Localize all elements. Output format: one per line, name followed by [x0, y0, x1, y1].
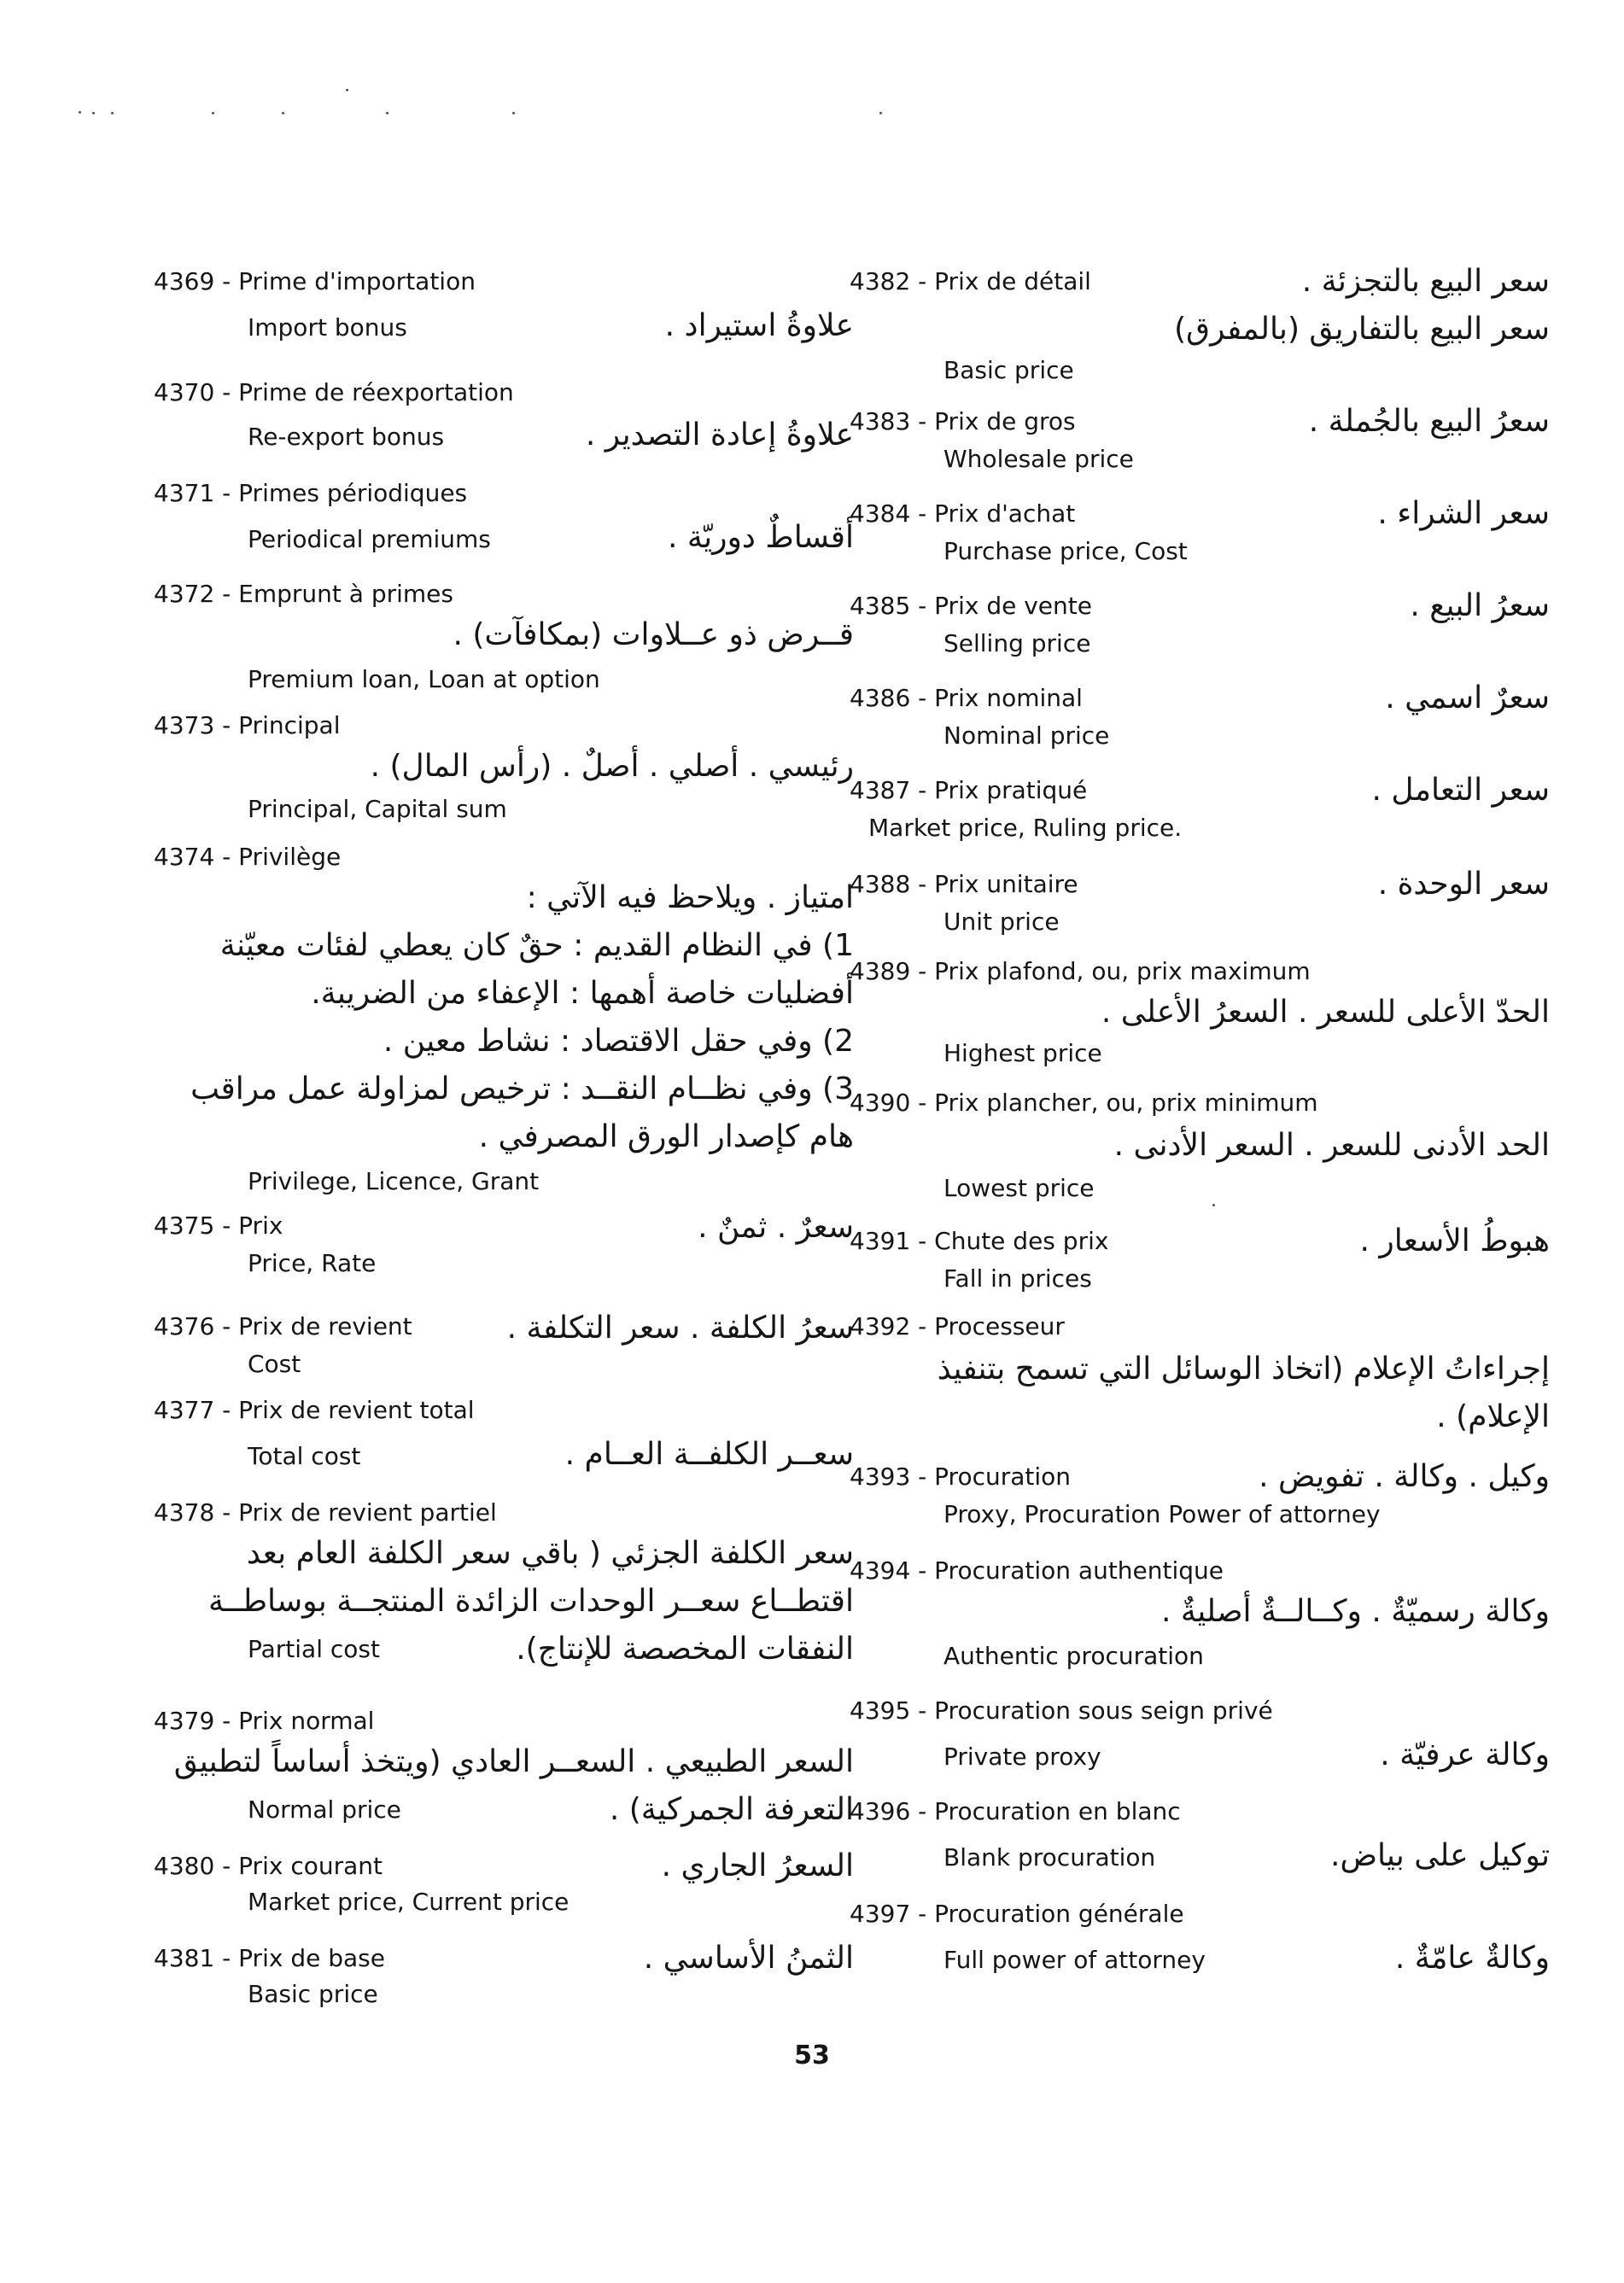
entry-translation: Market price, Ruling price. [868, 814, 1183, 842]
entry-translation: Nominal price [943, 721, 1110, 750]
entry-4374 [154, 840, 854, 1209]
entry-arabic-line: السعر الطبيعي . السعــر العادي (ويتخذ أساساً لتطبيق [173, 1744, 854, 1779]
entry-arabic: سعــر الكلفــة العــام . [564, 1437, 854, 1472]
entry-term: 4375 - Prix [154, 1212, 283, 1240]
entry-term: 4390 - Prix plancher, ou, prix minimum [850, 1089, 1318, 1117]
entry-arabic-line: سعر البيع بالتجزئة . [1301, 264, 1550, 299]
entry-translation: Proxy, Procuration Power of attorney [943, 1500, 1381, 1528]
entry-term: 4387 - Prix pratiqué [850, 776, 1088, 804]
entry-arabic: أقساطٌ دوريّة . [667, 520, 854, 555]
entry-arabic: قــرض ذو عــلاوات (بمكافآت) . [453, 617, 854, 652]
entry-translation: Purchase price, Cost [943, 537, 1188, 565]
entry-term: 4397 - Procuration générale [850, 1900, 1184, 1928]
entry-4397 [850, 1897, 1550, 1991]
page-number: 53 [794, 2041, 830, 2070]
entry-4382 [850, 265, 1550, 405]
entry-term: 4369 - Prime d'importation [154, 267, 476, 295]
entry-4379 [154, 1704, 854, 1849]
entry-arabic: رئيسي . أصلي . أصلٌ . (رأس المال) . [370, 749, 854, 784]
entry-4378 [154, 1496, 854, 1704]
entry-term: 4381 - Prix de base [154, 1944, 385, 1972]
entry-term: 4378 - Prix de revient partiel [154, 1498, 497, 1527]
entry-arabic: السعرُ الجاري . [661, 1848, 854, 1883]
entry-term: 4385 - Prix de vente [850, 592, 1092, 620]
entry-arabic: سعرٌ اسمي . [1385, 680, 1550, 715]
scan-speck [111, 112, 114, 114]
entry-translation: Price, Rate [248, 1249, 377, 1277]
entry-arabic-line: 2) وفي حقل الاقتصاد : نشاط معين . [383, 1024, 854, 1059]
entry-translation: Periodical premiums [248, 525, 491, 553]
entry-4390 [850, 1086, 1550, 1224]
entry-arabic-line: سعر الكلفة الجزئي ( باقي سعر الكلفة العام بعد [246, 1536, 854, 1571]
entry-term: 4372 - Emprunt à primes [154, 580, 453, 608]
entry-translation: Fall in prices [943, 1264, 1092, 1293]
entry-translation: Basic price [248, 1980, 378, 2008]
entry-translation: Re-export bonus [248, 423, 445, 451]
entry-term: 4374 - Privilège [154, 843, 342, 871]
entry-arabic: علاوةُ إعادة التصدير . [585, 417, 854, 453]
entry-term: 4371 - Primes périodiques [154, 479, 468, 507]
entry-4373 [154, 709, 854, 840]
entry-arabic-line: هام كإصدار الورق المصرفي . [478, 1119, 854, 1154]
scan-speck [386, 112, 388, 114]
entry-arabic-line: إجراءاتُ الإعلام (اتخاذ الوسائل التي تسمح بتنفيذ [937, 1352, 1550, 1387]
entry-translation: Market price, Current price [248, 1888, 570, 1916]
entry-term: 4388 - Prix unitaire [850, 870, 1078, 898]
entry-arabic: سعرُ البيع بالجُملة . [1308, 404, 1550, 439]
entry-term: 4386 - Prix nominal [850, 684, 1083, 712]
entry-4395 [850, 1694, 1550, 1795]
entry-arabic: الثمنُ الأساسي . [643, 1941, 854, 1976]
entry-translation: Import bonus [248, 313, 407, 342]
entry-arabic-line: الإعلام) . [1436, 1399, 1550, 1434]
entry-translation: Blank procuration [943, 1843, 1156, 1871]
scan-speck [92, 112, 95, 114]
entry-4394 [850, 1554, 1550, 1694]
entry-arabic: هبوطُ الأسعار . [1359, 1223, 1550, 1258]
entry-term: 4391 - Chute des prix [850, 1227, 1109, 1255]
entry-translation: Total cost [248, 1442, 361, 1470]
entry-arabic-line: 3) وفي نظــام النقــد : ترخيص لمزاولة عمل مراقب [190, 1071, 854, 1106]
entry-arabic-line: سعر البيع بالتفاريق (بالمفرق) [1174, 312, 1550, 347]
entry-arabic: الحد الأدنى للسعر . السعر الأدنى . [1113, 1128, 1550, 1163]
entry-arabic: وكالةٌ عامّةٌ . [1394, 1941, 1550, 1976]
entry-term: 4394 - Procuration authentique [850, 1556, 1224, 1585]
entry-arabic-line: أفضليات خاصة أهمها : الإعفاء من الضريبة. [311, 976, 854, 1011]
entry-term: 4376 - Prix de revient [154, 1312, 412, 1340]
entry-4386 [850, 681, 1550, 774]
entry-arabic-line: 1) في النظام القديم : حقٌ كان يعطي لفئات معيّنة [219, 928, 854, 963]
entry-term: 4377 - Prix de revient total [154, 1396, 475, 1424]
entry-translation: Normal price [248, 1795, 401, 1824]
entry-4392 [850, 1310, 1550, 1460]
scan-speck [1212, 1204, 1215, 1206]
entry-translation: Basic price [943, 356, 1074, 384]
entry-term: 4395 - Procuration sous seign privé [850, 1696, 1273, 1725]
scan-speck [212, 112, 214, 114]
entry-4372 [154, 577, 854, 709]
entry-translation: Premium loan, Loan at option [248, 665, 600, 693]
entry-translation: Full power of attorney [943, 1946, 1206, 1974]
entry-4375 [154, 1209, 854, 1310]
entry-arabic: سعرُ الكلفة . سعر التكلفة . [506, 1311, 854, 1346]
entry-term: 4396 - Procuration en blanc [850, 1797, 1181, 1825]
entry-4384 [850, 497, 1550, 589]
entry-4381 [154, 1941, 854, 2018]
entry-4380 [154, 1849, 854, 1941]
entry-4370 [154, 376, 854, 476]
entry-translation: Principal, Capital sum [248, 795, 507, 823]
entry-4388 [850, 867, 1550, 955]
entry-translation: Authentic procuration [943, 1642, 1204, 1670]
scan-speck [512, 112, 515, 114]
entry-arabic: وكالة رسميّةٌ . وكــالــةٌ أصليةٌ . [1161, 1594, 1550, 1629]
entry-translation: Private proxy [943, 1743, 1101, 1771]
entry-4376 [154, 1310, 854, 1393]
right-column [850, 265, 1550, 1991]
entry-term: 4373 - Principal [154, 711, 341, 739]
entry-4389 [850, 955, 1550, 1086]
entry-arabic: وكالة عرفيّة . [1380, 1737, 1550, 1772]
entry-arabic: وكيل . وكالة . تفويض . [1259, 1459, 1550, 1494]
entry-translation: Privilege, Licence, Grant [248, 1167, 540, 1195]
scan-speck [346, 89, 348, 91]
entry-arabic-line: التعرفة الجمركية) . [609, 1792, 854, 1827]
entry-translation: Wholesale price [943, 445, 1134, 473]
entry-translation: Unit price [943, 908, 1060, 936]
entry-arabic-line: النفقات المخصصة للإنتاج). [516, 1632, 854, 1667]
entry-translation: Selling price [943, 629, 1091, 657]
entry-term: 4380 - Prix courant [154, 1852, 383, 1880]
entry-term: 4383 - Prix de gros [850, 407, 1076, 435]
entry-term: 4384 - Prix d'achat [850, 499, 1076, 528]
entry-translation: Highest price [943, 1039, 1102, 1067]
entry-arabic: علاوةُ استيراد . [664, 308, 854, 343]
entry-4383 [850, 405, 1550, 497]
entry-arabic: سعر التعامل . [1371, 773, 1550, 808]
entry-arabic-line: اقتطــاع سعــر الوحدات الزائدة المنتجــة بوساطــة [207, 1584, 854, 1619]
entry-4393 [850, 1460, 1550, 1554]
entry-4385 [850, 589, 1550, 681]
entry-4387 [850, 774, 1550, 867]
entry-4377 [154, 1393, 854, 1496]
entry-4371 [154, 476, 854, 577]
entry-term: 4392 - Processeur [850, 1312, 1065, 1340]
entry-translation: Cost [248, 1350, 301, 1378]
left-column [154, 265, 854, 2018]
entry-term: 4393 - Procuration [850, 1463, 1072, 1491]
entry-arabic: الحدّ الأعلى للسعر . السعرُ الأعلى . [1101, 995, 1550, 1030]
entry-4396 [850, 1795, 1550, 1897]
entry-4391 [850, 1224, 1550, 1310]
scan-speck [282, 112, 284, 114]
entry-arabic: سعر الوحدة . [1377, 867, 1550, 902]
entry-term: 4379 - Prix normal [154, 1707, 375, 1735]
scan-speck [79, 111, 81, 114]
entry-term: 4382 - Prix de détail [850, 267, 1091, 295]
entry-4369 [154, 265, 854, 376]
scan-speck [879, 112, 882, 114]
entry-arabic-line: امتياز . ويلاحظ فيه الآتي : [526, 880, 854, 915]
entry-arabic: سعرٌ . ثمنٌ . [698, 1210, 854, 1245]
entry-arabic: سعر الشراء . [1377, 496, 1550, 531]
entry-term: 4370 - Prime de réexportation [154, 378, 514, 406]
entry-arabic: سعرُ البيع . [1410, 588, 1550, 623]
entry-arabic: توكيل على بياض. [1330, 1838, 1550, 1873]
entry-translation: Partial cost [248, 1635, 380, 1663]
entry-translation: Lowest price [943, 1174, 1095, 1202]
entry-term: 4389 - Prix plafond, ou, prix maximum [850, 957, 1311, 985]
